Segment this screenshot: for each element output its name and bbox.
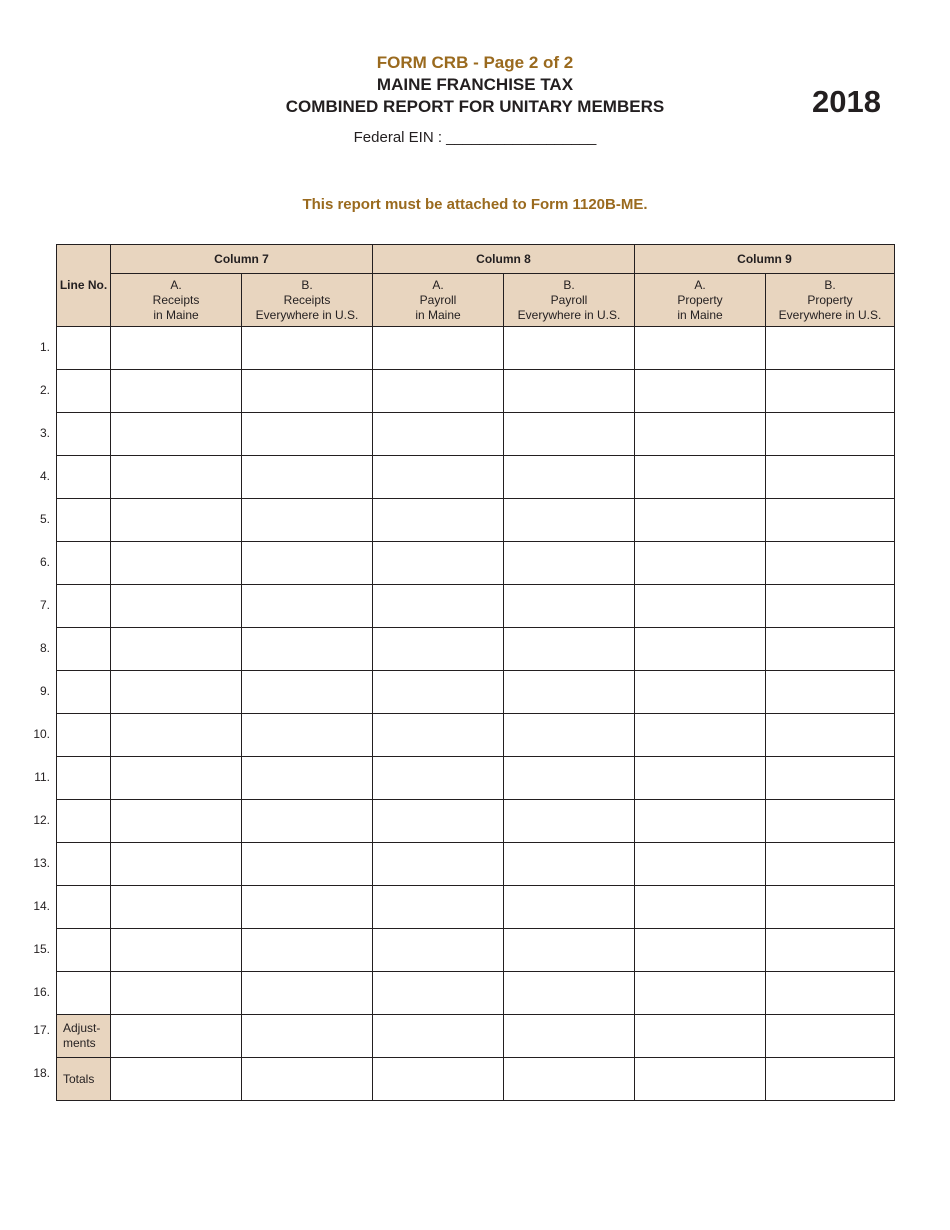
- entry-cell[interactable]: [766, 800, 895, 843]
- line-number: 11.: [34, 769, 50, 784]
- entry-cell[interactable]: [635, 843, 766, 886]
- entry-cell[interactable]: [504, 972, 635, 1015]
- entry-cell[interactable]: [373, 1058, 504, 1101]
- entry-cell[interactable]: [242, 714, 373, 757]
- entry-cell[interactable]: [504, 456, 635, 499]
- entry-cell[interactable]: [504, 929, 635, 972]
- entry-cell[interactable]: [242, 886, 373, 929]
- line-number: 2.: [39, 382, 50, 397]
- entry-cell[interactable]: [504, 585, 635, 628]
- member-line-cell[interactable]: [57, 628, 111, 671]
- entry-cell[interactable]: [242, 499, 373, 542]
- entry-cell[interactable]: [635, 327, 766, 370]
- entry-cell[interactable]: [766, 413, 895, 456]
- member-line-cell[interactable]: [57, 671, 111, 714]
- sub-header-letter: B.: [563, 277, 575, 292]
- line-number: 14.: [33, 898, 50, 913]
- adjustments-label-line1: Adjust-: [63, 1021, 101, 1035]
- entry-cell[interactable]: [504, 671, 635, 714]
- totals-label: Totals: [57, 1058, 111, 1101]
- entry-cell[interactable]: [504, 1058, 635, 1101]
- entry-cell[interactable]: [242, 413, 373, 456]
- entry-cell[interactable]: [373, 671, 504, 714]
- entry-cell[interactable]: [111, 929, 242, 972]
- entry-cell[interactable]: [766, 499, 895, 542]
- entry-cell[interactable]: [242, 929, 373, 972]
- entry-cell[interactable]: [111, 671, 242, 714]
- form-header: [0, 52, 950, 148]
- entry-cell[interactable]: [373, 413, 504, 456]
- entry-cell[interactable]: [373, 499, 504, 542]
- table-row: [57, 628, 895, 671]
- sub-header-line1: Receipts: [152, 292, 200, 307]
- entry-cell[interactable]: [111, 585, 242, 628]
- line-number: 16.: [33, 984, 50, 999]
- attachment-notice: This report must be attached to Form 1120B-ME.: [302, 196, 648, 213]
- line-no-header-text: Line No.: [59, 278, 108, 292]
- entry-cell[interactable]: [504, 370, 635, 413]
- entry-cell[interactable]: [242, 542, 373, 585]
- entry-cell[interactable]: [242, 757, 373, 800]
- column-7-b-header: [242, 274, 373, 327]
- entry-cell[interactable]: [242, 327, 373, 370]
- entry-cell[interactable]: [373, 843, 504, 886]
- federal-ein-field[interactable]: Federal EIN : __________________: [353, 129, 597, 146]
- entry-cell[interactable]: [635, 714, 766, 757]
- line-number: 8.: [39, 640, 50, 655]
- entry-cell[interactable]: [373, 972, 504, 1015]
- line-number: 15.: [33, 941, 50, 956]
- sub-header-line2: in Maine: [153, 307, 199, 322]
- entry-cell[interactable]: [111, 972, 242, 1015]
- member-line-cell[interactable]: [57, 370, 111, 413]
- member-line-cell[interactable]: [57, 929, 111, 972]
- line-number: 18.: [33, 1065, 50, 1080]
- sub-header-line1: Receipts: [283, 292, 331, 307]
- entry-cell[interactable]: [504, 757, 635, 800]
- column-8-header: Column 8: [373, 245, 635, 274]
- table-row: [57, 542, 895, 585]
- member-line-cell[interactable]: [57, 972, 111, 1015]
- entry-cell[interactable]: [635, 499, 766, 542]
- entry-cell[interactable]: [373, 628, 504, 671]
- sub-header-letter: A.: [694, 277, 706, 292]
- entry-cell[interactable]: [766, 671, 895, 714]
- entry-cell[interactable]: [504, 542, 635, 585]
- table-row: [57, 1015, 895, 1058]
- tax-name: MAINE FRANCHISE TAX: [376, 75, 574, 94]
- entry-cell[interactable]: [635, 886, 766, 929]
- entry-cell[interactable]: [111, 757, 242, 800]
- entry-cell[interactable]: [635, 757, 766, 800]
- entry-cell[interactable]: [504, 413, 635, 456]
- sub-header-line2: Everywhere in U.S.: [778, 307, 882, 322]
- entry-cell[interactable]: [766, 843, 895, 886]
- entry-cell[interactable]: [504, 628, 635, 671]
- entry-cell[interactable]: [635, 542, 766, 585]
- entry-cell[interactable]: [766, 1015, 895, 1058]
- table-row: [57, 1058, 895, 1101]
- entry-cell[interactable]: [504, 1015, 635, 1058]
- table-row: [57, 499, 895, 542]
- entry-cell[interactable]: [242, 843, 373, 886]
- entry-cell[interactable]: [373, 886, 504, 929]
- entry-cell[interactable]: [111, 1058, 242, 1101]
- member-line-cell[interactable]: [57, 499, 111, 542]
- entry-cell[interactable]: [766, 327, 895, 370]
- entry-cell[interactable]: [111, 499, 242, 542]
- sub-header-letter: A.: [170, 277, 182, 292]
- apportionment-table: [56, 244, 895, 1101]
- entry-cell[interactable]: [766, 757, 895, 800]
- entry-cell[interactable]: [766, 456, 895, 499]
- entry-cell[interactable]: [373, 929, 504, 972]
- column-9-a-header: [635, 274, 766, 327]
- entry-cell[interactable]: [373, 757, 504, 800]
- entry-cell[interactable]: [766, 886, 895, 929]
- entry-cell[interactable]: [242, 1015, 373, 1058]
- column-8-a-header: [373, 274, 504, 327]
- adjustments-label-line2: ments: [63, 1036, 96, 1050]
- member-line-cell[interactable]: [57, 327, 111, 370]
- table-row: [57, 757, 895, 800]
- entry-cell[interactable]: [635, 972, 766, 1015]
- entry-cell[interactable]: [111, 456, 242, 499]
- entry-cell[interactable]: [635, 413, 766, 456]
- line-number: 10.: [33, 726, 50, 741]
- entry-cell[interactable]: [504, 843, 635, 886]
- table-row: [57, 843, 895, 886]
- entry-cell[interactable]: [373, 1015, 504, 1058]
- sub-header-line1: Payroll: [550, 292, 588, 307]
- entry-cell[interactable]: [242, 456, 373, 499]
- sub-header-line2: in Maine: [415, 307, 461, 322]
- entry-cell[interactable]: [766, 972, 895, 1015]
- table-row: [57, 370, 895, 413]
- entry-cell[interactable]: [766, 370, 895, 413]
- sub-header-line2: Everywhere in U.S.: [517, 307, 621, 322]
- sub-header-line2: in Maine: [677, 307, 723, 322]
- entry-cell[interactable]: [373, 456, 504, 499]
- line-number: 3.: [39, 425, 50, 440]
- entry-cell[interactable]: [635, 628, 766, 671]
- table-row: [57, 327, 895, 370]
- sub-header-line1: Property: [677, 292, 723, 307]
- form-title: FORM CRB - Page 2 of 2: [376, 53, 574, 72]
- column-9-b-header: [766, 274, 895, 327]
- member-line-cell[interactable]: [57, 456, 111, 499]
- tax-year: 2018: [812, 84, 881, 119]
- entry-cell[interactable]: [766, 714, 895, 757]
- sub-header-line1: Property: [807, 292, 853, 307]
- table-row: [57, 800, 895, 843]
- entry-cell[interactable]: [373, 327, 504, 370]
- entry-cell[interactable]: [111, 327, 242, 370]
- table-row: [57, 456, 895, 499]
- column-7-header: Column 7: [111, 245, 373, 274]
- entry-cell[interactable]: [635, 929, 766, 972]
- entry-cell[interactable]: [111, 1015, 242, 1058]
- line-number: 12.: [33, 812, 50, 827]
- entry-cell[interactable]: [242, 800, 373, 843]
- line-number: 13.: [33, 855, 50, 870]
- member-line-cell[interactable]: [57, 585, 111, 628]
- table-row: [57, 886, 895, 929]
- entry-cell[interactable]: [373, 585, 504, 628]
- sub-header-letter: B.: [824, 277, 836, 292]
- entry-cell[interactable]: [504, 499, 635, 542]
- adjustments-label: [57, 1015, 111, 1058]
- entry-cell[interactable]: [766, 628, 895, 671]
- line-number: 4.: [39, 468, 50, 483]
- column-8-b-header: [504, 274, 635, 327]
- entry-cell[interactable]: [111, 628, 242, 671]
- entry-cell[interactable]: [111, 843, 242, 886]
- entry-cell[interactable]: [635, 671, 766, 714]
- entry-cell[interactable]: [111, 800, 242, 843]
- entry-cell[interactable]: [242, 585, 373, 628]
- entry-cell[interactable]: [111, 370, 242, 413]
- entry-cell[interactable]: [766, 1058, 895, 1101]
- member-line-cell[interactable]: [57, 843, 111, 886]
- entry-cell[interactable]: [635, 456, 766, 499]
- sub-header-letter: A.: [432, 277, 444, 292]
- entry-cell[interactable]: [504, 800, 635, 843]
- table-row: [57, 585, 895, 628]
- line-no-header: [57, 245, 111, 327]
- entry-cell[interactable]: [111, 886, 242, 929]
- entry-cell[interactable]: [504, 714, 635, 757]
- entry-cell[interactable]: [242, 972, 373, 1015]
- member-line-cell[interactable]: [57, 886, 111, 929]
- member-line-cell[interactable]: [57, 714, 111, 757]
- line-number: 5.: [39, 511, 50, 526]
- member-line-cell[interactable]: [57, 542, 111, 585]
- entry-cell[interactable]: [111, 714, 242, 757]
- column-7-a-header: [111, 274, 242, 327]
- entry-cell[interactable]: [373, 800, 504, 843]
- line-number: 9.: [39, 683, 50, 698]
- table-row: [57, 929, 895, 972]
- entry-cell[interactable]: [373, 542, 504, 585]
- entry-cell[interactable]: [635, 585, 766, 628]
- entry-cell[interactable]: [635, 800, 766, 843]
- entry-cell[interactable]: [111, 413, 242, 456]
- line-number: 1.: [39, 339, 50, 354]
- table-row: [57, 972, 895, 1015]
- sub-header-letter: B.: [301, 277, 313, 292]
- line-number: 17.: [33, 1022, 50, 1037]
- member-line-cell[interactable]: [57, 800, 111, 843]
- report-name: COMBINED REPORT FOR UNITARY MEMBERS: [285, 97, 665, 116]
- sub-header-line1: Payroll: [419, 292, 457, 307]
- column-9-header: Column 9: [635, 245, 895, 274]
- entry-cell[interactable]: [504, 886, 635, 929]
- entry-cell[interactable]: [242, 671, 373, 714]
- entry-cell[interactable]: [766, 929, 895, 972]
- table-row: [57, 413, 895, 456]
- entry-cell[interactable]: [766, 542, 895, 585]
- entry-cell[interactable]: [111, 542, 242, 585]
- entry-cell[interactable]: [242, 628, 373, 671]
- sub-header-line2: Everywhere in U.S.: [255, 307, 359, 322]
- entry-cell[interactable]: [635, 370, 766, 413]
- entry-cell[interactable]: [373, 714, 504, 757]
- entry-cell[interactable]: [766, 585, 895, 628]
- entry-cell[interactable]: [373, 370, 504, 413]
- entry-cell[interactable]: [635, 1015, 766, 1058]
- table-row: [57, 714, 895, 757]
- entry-cell[interactable]: [635, 1058, 766, 1101]
- line-number: 7.: [39, 597, 50, 612]
- entry-cell[interactable]: [242, 370, 373, 413]
- entry-cell[interactable]: [242, 1058, 373, 1101]
- table-row: [57, 671, 895, 714]
- member-line-cell[interactable]: [57, 757, 111, 800]
- line-number: 6.: [39, 554, 50, 569]
- entry-cell[interactable]: [504, 327, 635, 370]
- member-line-cell[interactable]: [57, 413, 111, 456]
